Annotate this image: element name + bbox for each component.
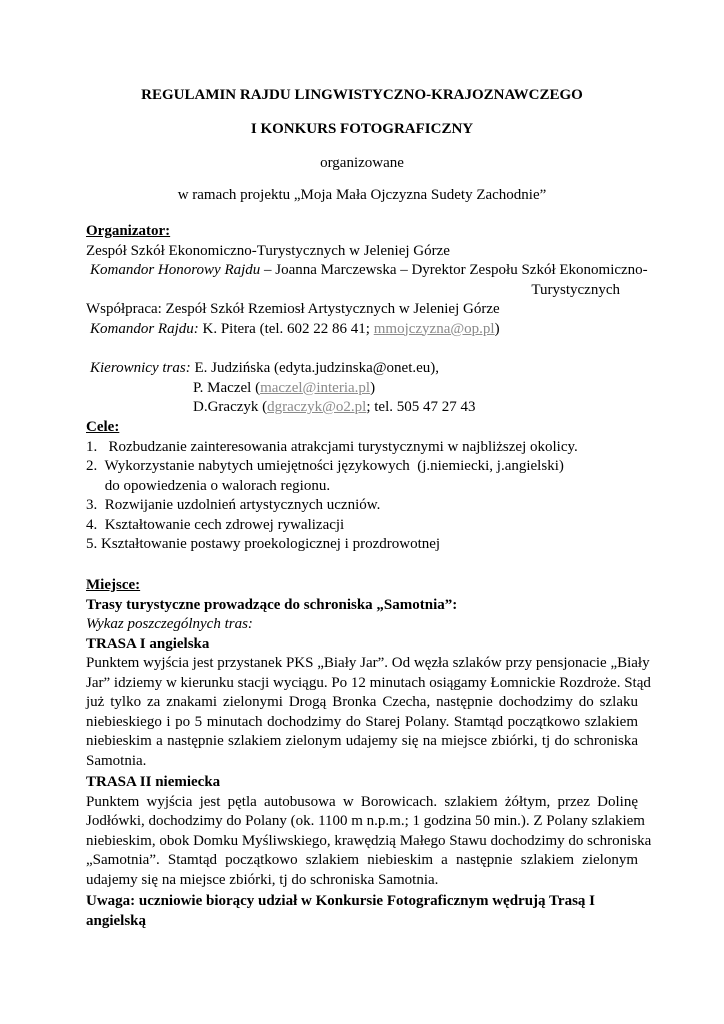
place-heading: Miejsce: xyxy=(86,577,141,593)
document-subtitle: I KONKURS FOTOGRAFICZNY xyxy=(250,121,474,137)
route-1-line: niebieskiego i po 5 minutach dochodzimy do Starej Polany. Stamtąd początkowo szlakiem xyxy=(86,713,638,730)
honorary-text: – Joanna Marczewska – Dyrektor Zespołu Szkół Ekonomiczno- xyxy=(260,262,648,278)
route-leader-3-email-link[interactable]: dgraczyk@o2.pl xyxy=(267,399,367,415)
route-1-line: Jar” idziemy w kierunku stacji wyciągu. Po 12 minutach osiągamy Łomnickie Rozdroże. Stąd xyxy=(86,674,651,691)
goals-list xyxy=(86,438,638,555)
route-1-description xyxy=(86,654,651,771)
goal-item: 3. Rozwijanie uzdolnień artystycznych uczniów. xyxy=(86,497,381,513)
commander-text: K. Pitera (tel. 602 22 86 41; xyxy=(198,320,374,337)
route-1-line: już tylko za znakami zielonymi Drogą Bronka Czecha, następnie dochodzimy do szlaku xyxy=(86,694,638,710)
place-subheading: Trasy turystyczne prowadzące do schroniska „Samotnia”: xyxy=(86,596,458,613)
note-line-2: angielską xyxy=(86,912,147,929)
route-1-line: Punktem wyjścia jest przystanek PKS „Biały Jar”. Od węzła szlaków przy pensjonacie „Biały xyxy=(86,655,650,671)
honorary-continuation: Turystycznych xyxy=(531,281,620,298)
goals-section xyxy=(86,418,638,555)
route-leader-2-end: ) xyxy=(370,379,376,396)
honorary-commander xyxy=(86,261,648,281)
goal-item: 4. Kształtowanie cech zdrowej rywalizacji xyxy=(86,516,345,533)
routes-list-label: Wykaz poszczególnych tras: xyxy=(86,616,253,632)
goal-item: do opowiedzenia o walorach regionu. xyxy=(86,477,331,494)
cooperation-line: Współpraca: Zespół Szkół Rzemiosł Artystycznych w Jeleniej Górze xyxy=(86,301,500,317)
place-section xyxy=(86,576,652,931)
commander-label: Komandor Rajdu: xyxy=(90,320,199,337)
project-line: w ramach projektu „Moja Mała Ojczyzna Sudety Zachodnie” xyxy=(177,187,547,203)
route-2-description xyxy=(86,793,652,891)
goal-item: 2. Wykorzystanie nabytych umiejętności językowych (j.niemiecki, j.angielski) xyxy=(86,458,564,474)
honorary-label: Komandor Honorowy Rajdu xyxy=(90,262,261,278)
route-2-line: niebieskim, obok Domku Myśliwskiego, krawędzią Małego Stawu dochodzimy do schroniska xyxy=(86,832,652,849)
route-2-line: Jodłówki, dochodzimy do Polany (ok. 1100 m n.p.m.; 1 godzina 50 min.). Z Polany szlakiem xyxy=(86,813,645,829)
organizer-section xyxy=(86,222,648,339)
route-leader-1 xyxy=(86,359,638,379)
route-1-title: TRASA I angielska xyxy=(86,635,210,652)
route-1-line: niebieskim a następnie szlakiem zielonym udajemy się na miejsce zbiórki, tj do schroniska xyxy=(86,733,638,749)
route-2-line: „Samotnia”. Stamtąd początkowo szlakiem niebieskim a następnie szlakiem zielonym xyxy=(86,852,638,868)
commander-end: ) xyxy=(494,320,500,337)
route-leader-3-end: ; tel. 505 47 27 43 xyxy=(366,399,476,415)
organizer-heading: Organizator: xyxy=(86,223,171,239)
goal-item: 5. Kształtowanie postawy proekologicznej i prozdrowotnej xyxy=(86,536,441,552)
note-line-1: Uwaga: uczniowie biorący udział w Konkursie Fotograficznym wędrują Trasą I xyxy=(86,893,595,909)
organized-line: organizowane xyxy=(320,155,404,171)
route-1-line: Samotnia. xyxy=(86,752,147,769)
goal-item: 1. Rozbudzanie zainteresowania atrakcjami turystycznymi w najbliższej okolicy. xyxy=(86,438,578,455)
route-leader-3-text: D.Graczyk ( xyxy=(193,399,268,415)
commander-line xyxy=(86,320,638,340)
route-2-line: Punktem wyjścia jest pętla autobusowa w Borowicach. szlakiem żółtym, przez Dolinę xyxy=(86,793,638,810)
route-2-title: TRASA II niemiecka xyxy=(86,774,221,790)
route-leader-2-email-link[interactable]: maczel@interia.pl xyxy=(260,379,371,396)
route-leaders-label: Kierownicy tras: xyxy=(90,360,191,376)
route-leader-3 xyxy=(86,398,638,418)
organizer-school: Zespół Szkół Ekonomiczno-Turystycznych w Jeleniej Górze xyxy=(86,242,450,259)
commander-email-link[interactable]: mmojczyzna@op.pl xyxy=(373,320,495,337)
route-leader-2-text: P. Maczel ( xyxy=(193,379,261,396)
route-leader-2 xyxy=(86,379,638,399)
route-leaders-section xyxy=(86,359,638,418)
goals-heading: Cele: xyxy=(86,419,120,435)
route-2-line: udajemy się na miejsce zbiórki, tj do schroniska Samotnia. xyxy=(86,871,439,888)
document-title: REGULAMIN RAJDU LINGWISTYCZNO-KRAJOZNAWCZEGO xyxy=(141,87,583,103)
route-leader-1-text: E. Judzińska (edyta.judzinska@onet.eu), xyxy=(190,360,440,376)
